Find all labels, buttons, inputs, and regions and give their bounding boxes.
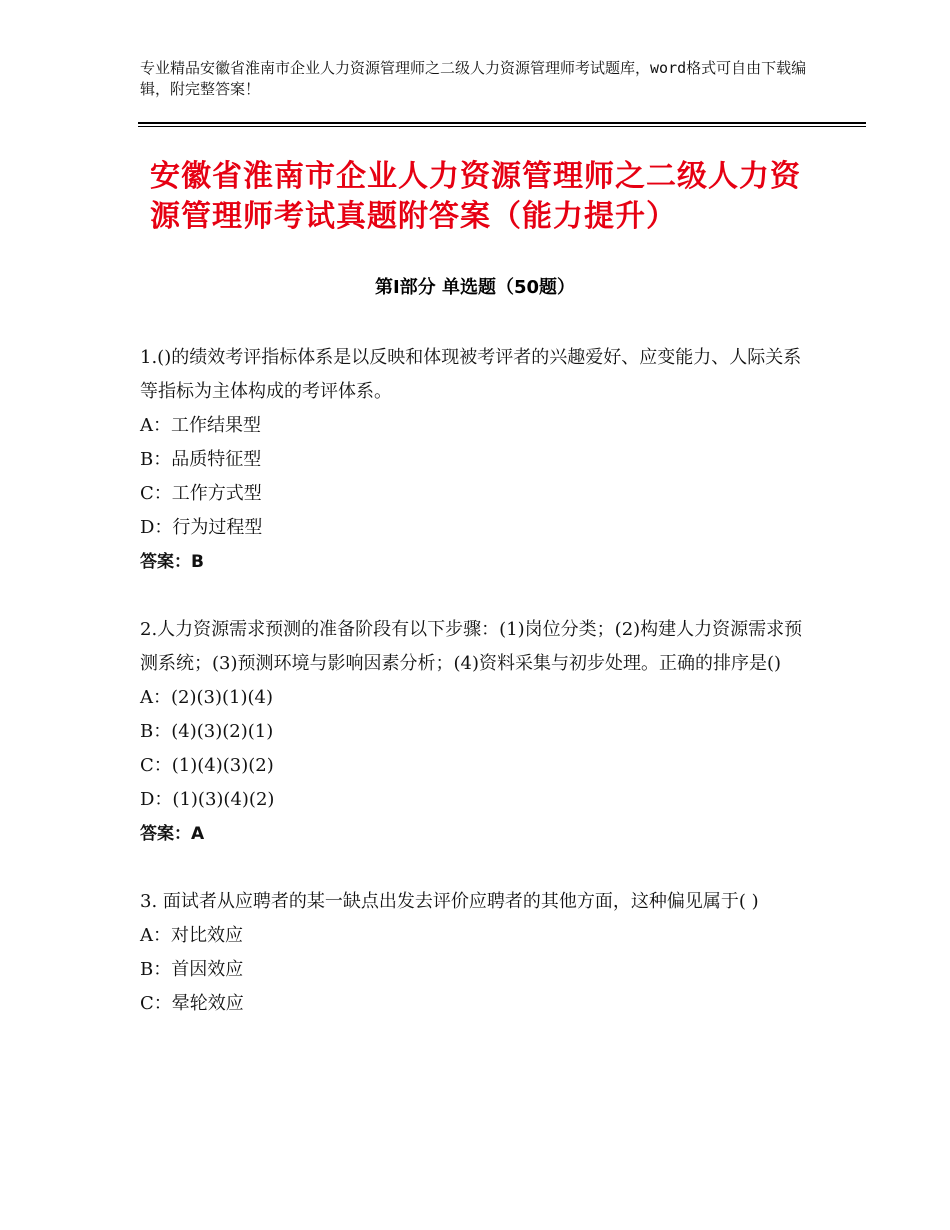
header-note: 专业精品安徽省淮南市企业人力资源管理师之二级人力资源管理师考试题库，word格式可自由下载编辑，附完整答案！ <box>140 59 807 98</box>
document-title: 安徽省淮南市企业人力资源管理师之二级人力资源管理师考试真题附答案（能力提升） <box>150 159 801 234</box>
option-a: A：(2)(3)(1)(4) <box>140 687 273 708</box>
option-d: D：行为过程型 <box>140 517 263 538</box>
option-c: C：晕轮效应 <box>140 993 244 1014</box>
question-2 <box>140 613 815 851</box>
question-stem: 3. 面试者从应聘者的某一缺点出发去评价应聘者的其他方面，这种偏见属于( ) <box>140 891 759 912</box>
option-b: B：(4)(3)(2)(1) <box>140 721 274 742</box>
option-b: B：首因效应 <box>140 959 244 980</box>
header-divider-thick <box>138 122 866 124</box>
option-c: C：工作方式型 <box>140 483 262 504</box>
question-list <box>140 341 815 1055</box>
question-stem: 1.()的绩效考评指标体系是以反映和体现被考评者的兴趣爱好、应变能力、人际关系等指标为主体构成的考评体系。 <box>140 347 802 402</box>
question-1 <box>140 341 815 579</box>
question-stem: 2.人力资源需求预测的准备阶段有以下步骤：(1)岗位分类；(2)构建人力资源需求预测系统；(3)预测环境与影响因素分析；(4)资料采集与初步处理。正确的排序是() <box>140 619 803 674</box>
answer-line: 答案：A <box>140 824 205 844</box>
question-3 <box>140 885 815 1021</box>
option-c: C：(1)(4)(3)(2) <box>140 755 274 776</box>
answer-line: 答案：B <box>140 552 204 572</box>
option-b: B：品质特征型 <box>140 449 262 470</box>
option-a: A：对比效应 <box>140 925 243 946</box>
header-divider-thin <box>138 126 866 127</box>
section-title: 第Ⅰ部分 单选题（50题） <box>374 277 575 298</box>
option-a: A：工作结果型 <box>140 415 261 436</box>
option-d: D：(1)(3)(4)(2) <box>140 789 275 810</box>
